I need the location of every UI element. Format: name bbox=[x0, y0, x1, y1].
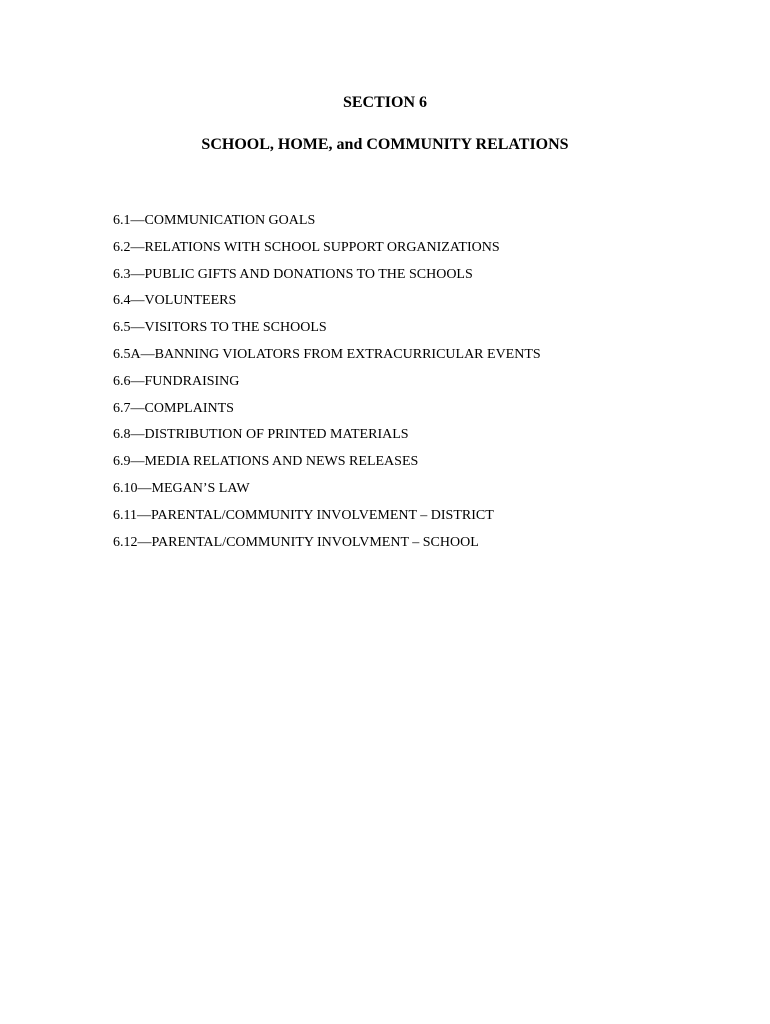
policy-item: 6.9—MEDIA RELATIONS AND NEWS RELEASES bbox=[113, 454, 419, 470]
section-heading: SECTION 6 bbox=[342, 94, 428, 111]
policy-item: 6.10—MEGAN’S LAW bbox=[113, 480, 250, 496]
policy-item: 6.5A—BANNING VIOLATORS FROM EXTRACURRICULAR EVENTS bbox=[113, 346, 541, 362]
policy-item: 6.8—DISTRIBUTION OF PRINTED MATERIALS bbox=[113, 427, 409, 443]
policy-item: 6.11—PARENTAL/COMMUNITY INVOLVEMENT – DISTRICT bbox=[113, 507, 494, 523]
policy-item: 6.4—VOLUNTEERS bbox=[113, 293, 237, 309]
policy-list bbox=[113, 208, 541, 556]
policy-item: 6.2—RELATIONS WITH SCHOOL SUPPORT ORGANIZATIONS bbox=[113, 239, 500, 255]
policy-item: 6.1—COMMUNICATION GOALS bbox=[113, 213, 316, 228]
policy-item: 6.7—COMPLAINTS bbox=[113, 400, 234, 416]
policy-item: 6.5—VISITORS TO THE SCHOOLS bbox=[113, 320, 327, 336]
policy-item: 6.3—PUBLIC GIFTS AND DONATIONS TO THE SCHOOLS bbox=[113, 266, 473, 282]
policy-item: 6.12—PARENTAL/COMMUNITY INVOLVMENT – SCHOOL bbox=[113, 534, 479, 550]
policy-item: 6.6—FUNDRAISING bbox=[113, 373, 240, 389]
section-title: SCHOOL, HOME, and COMMUNITY RELATIONS bbox=[201, 136, 569, 153]
